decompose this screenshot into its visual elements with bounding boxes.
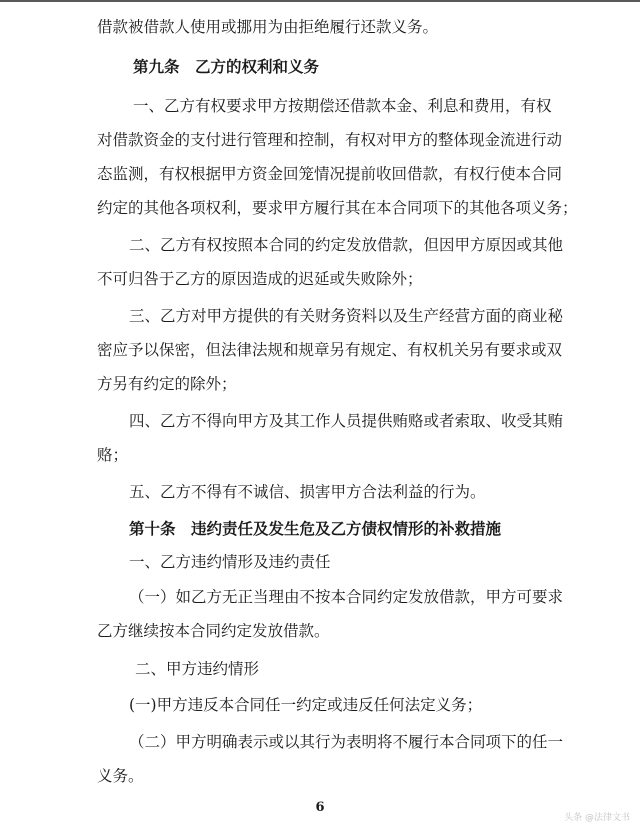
- section-heading: 第九条 乙方的权利和义务: [133, 57, 320, 76]
- text-line: 密应予以保密，但法律法规和规章另有规定、有权机关另有要求或双: [97, 341, 563, 359]
- text-line: 五、乙方不得有不诚信、损害甲方合法利益的行为。: [129, 483, 486, 501]
- text-line: 约定的其他各项权利，要求甲方履行其在本合同项下的其他各项义务；: [97, 199, 578, 217]
- text-line: 义务。: [97, 767, 144, 785]
- text-line: 三、乙方对甲方提供的有关财务资料以及生产经营方面的商业秘: [129, 307, 564, 325]
- text-line: 借款被借款人使用或挪用为由拒绝履行还款义务。: [97, 18, 439, 36]
- text-line: 二、乙方有权按照本合同的约定发放借款，但因甲方原因或其他: [129, 236, 564, 254]
- text-line: 对借款资金的支付进行管理和控制，有权对甲方的整体现金流进行动: [97, 131, 563, 149]
- text-line: 赂；: [97, 446, 129, 464]
- section-heading: 第十条 违约责任及发生危及乙方债权情形的补救措施: [129, 519, 502, 538]
- text-line: （一）如乙方无正当理由不按本合同约定发放借款，甲方可要求: [129, 588, 564, 606]
- page-number: 6: [315, 800, 325, 815]
- text-line: 态监测，有权根据甲方资金回笼情况提前收回借款，有权行使本合同: [97, 165, 563, 183]
- text-line: (一)甲方违反本合同任一约定或违反任何法定义务；: [129, 696, 483, 714]
- text-line: 方另有约定的除外；: [97, 375, 237, 393]
- text-line: 不可归咎于乙方的原因造成的迟延或失败除外；: [97, 270, 423, 288]
- text-line: 四、乙方不得向甲方及其工作人员提供贿赂或者索取、收受其贿: [129, 412, 564, 430]
- text-line: 一、乙方有权要求甲方按期偿还借款本金、利息和费用，有权: [133, 97, 552, 115]
- text-line: 一、乙方违约情形及违约责任: [129, 553, 331, 571]
- text-line: 二、甲方违约情形: [135, 660, 260, 678]
- text-line: 乙方继续按本合同约定发放借款。: [97, 622, 330, 640]
- text-line: （二）甲方明确表示或以其行为表明将不履行本合同项下的任一: [129, 733, 564, 751]
- watermark: 头条 @法律文书: [564, 813, 630, 823]
